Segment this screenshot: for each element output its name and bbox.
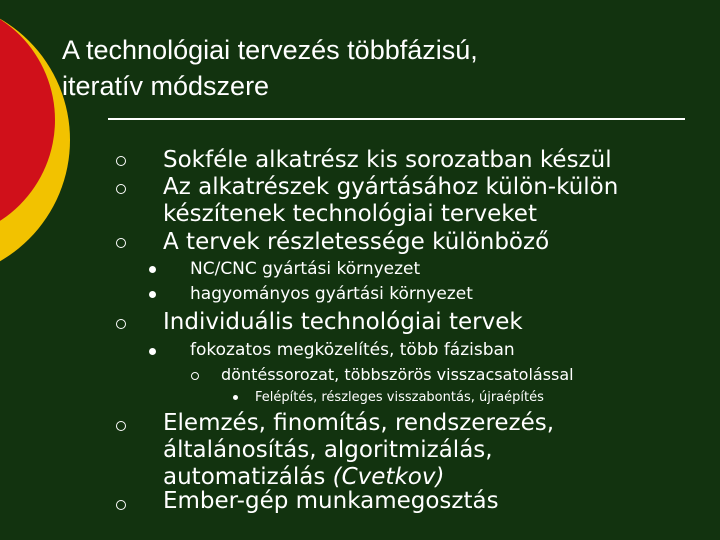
bullet-4-sub-2-text: döntéssorozat, többszörös visszacsatolással — [221, 365, 574, 384]
bullet-dot-icon — [149, 266, 156, 273]
slide-title — [62, 32, 682, 104]
bullet-4-sub-1-text: fokozatos megközelítés, több fázisban — [190, 340, 515, 360]
bullet-ring-icon — [116, 421, 126, 431]
bullet-ring-icon — [116, 238, 126, 248]
bullet-2-line-2: készítenek technológiai terveket — [163, 201, 537, 227]
bullet-dot-icon — [233, 395, 238, 400]
bullet-4-sub-3-text: Felépítés, részleges visszabontás, újraépítés — [255, 390, 544, 405]
title-line-1: A technológiai tervezés többfázisú, — [62, 35, 478, 65]
bullet-3-sub-1-text: NC/CNC gyártási környezet — [190, 259, 421, 279]
bullet-dot-icon — [149, 348, 156, 355]
bullet-4-text: Individuális technológiai tervek — [163, 309, 523, 335]
bullet-ring-icon — [191, 372, 199, 380]
bullet-5-line-3-text: automatizálás — [163, 464, 326, 490]
bullet-ring-icon — [116, 319, 126, 329]
bullet-2-text — [163, 174, 618, 228]
bullet-2-line-1: Az alkatrészek gyártásához külön-külön — [163, 174, 619, 200]
bullet-5-line-3 — [163, 464, 554, 491]
bullet-5-text — [163, 410, 554, 491]
bullet-1-text: Sokféle alkatrész kis sorozatban készül — [163, 147, 612, 173]
bullet-5-citation: (Cvetkov) — [332, 464, 445, 490]
bullet-ring-icon — [116, 500, 126, 510]
bullet-3-text: A tervek részletessége különböző — [163, 229, 550, 255]
title-line-2: iteratív módszere — [62, 71, 270, 101]
bullet-ring-icon — [116, 156, 126, 166]
bullet-6-text: Ember-gép munkamegosztás — [163, 488, 499, 514]
bullet-ring-icon — [116, 184, 126, 194]
bullet-3-sub-2-text: hagyományos gyártási környezet — [190, 284, 473, 304]
title-divider — [108, 118, 685, 120]
bullet-5-line-2: általánosítás, algoritmizálás, — [163, 437, 493, 463]
bullet-5-line-1: Elemzés, finomítás, rendszerezés, — [163, 410, 555, 436]
bullet-dot-icon — [149, 291, 156, 298]
